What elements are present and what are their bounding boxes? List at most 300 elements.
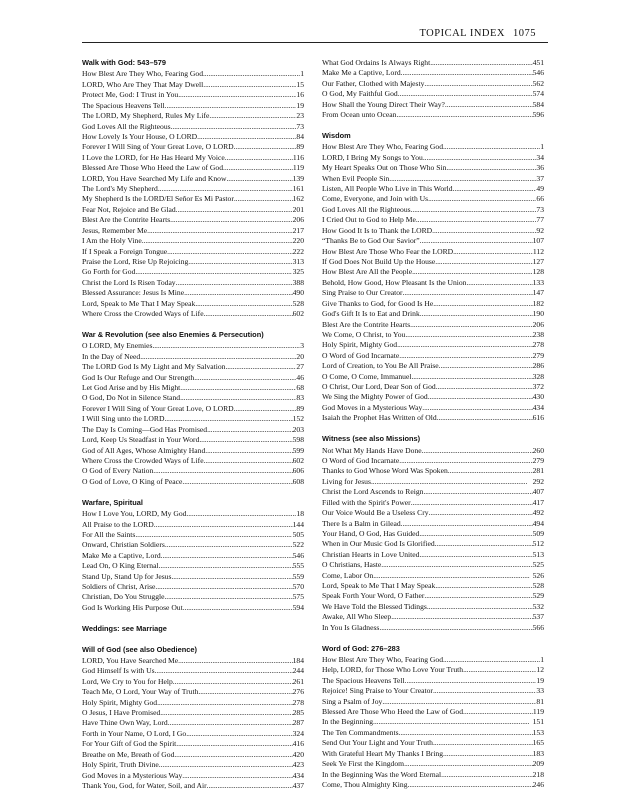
- entry-title: O Jesus, I Have Promised: [82, 708, 161, 718]
- dot-leader: [168, 718, 293, 728]
- index-entry: [82, 530, 304, 540]
- dot-leader: [203, 80, 296, 90]
- dot-leader: [158, 184, 293, 194]
- entry-number: 217: [292, 225, 304, 235]
- dot-leader: [173, 677, 293, 687]
- entry-number: 201: [292, 204, 304, 214]
- entry-number: 16: [296, 90, 304, 100]
- index-entry: [82, 309, 304, 319]
- entry-title: When Evil People Sin: [322, 173, 390, 183]
- dot-leader: [403, 288, 533, 298]
- index-entry: [82, 446, 304, 456]
- dot-leader: [203, 69, 300, 79]
- index-entry: [322, 477, 544, 487]
- entry-number: 83: [296, 393, 304, 403]
- index-entry: [322, 581, 544, 591]
- entry-number: 18: [296, 509, 304, 519]
- index-section: [322, 434, 544, 633]
- entry-number: 147: [532, 288, 544, 298]
- dot-leader: [204, 456, 293, 466]
- dot-leader: [401, 68, 533, 78]
- dot-leader: [445, 100, 533, 110]
- index-entry: [82, 184, 304, 194]
- index-entry: [82, 111, 304, 121]
- entry-number: 165: [532, 738, 544, 748]
- index-entry: [322, 759, 544, 769]
- entry-title: Go Forth for God: [82, 267, 136, 277]
- index-entry: [82, 362, 304, 372]
- index-entry: [82, 698, 304, 708]
- entry-title: Jesus, Remember Me: [82, 225, 148, 235]
- entry-title: Blessed Are Those Who Heed the Law of God: [322, 707, 464, 717]
- dot-leader: [194, 373, 296, 383]
- dot-leader: [420, 236, 533, 246]
- dot-leader: [171, 572, 292, 582]
- entry-title: We Have Told the Blessed Tidings: [322, 601, 427, 611]
- section-heading: Wisdom: [322, 130, 351, 140]
- entry-number: 73: [296, 121, 304, 131]
- entry-title: Soldiers of Christ, Arise: [82, 582, 156, 592]
- entry-number: 218: [532, 769, 544, 779]
- entry-number: 529: [532, 591, 544, 601]
- entry-title: Make Me a Captive, Lord: [322, 68, 401, 78]
- entry-title: The LORD, My Shepherd, Rules My Life: [82, 111, 210, 121]
- dot-leader: [155, 582, 292, 592]
- entry-number: 107: [532, 236, 544, 246]
- dot-leader: [466, 278, 532, 288]
- entry-number: 287: [292, 718, 304, 728]
- entry-title: LORD, I Bring My Songs to You: [322, 152, 423, 162]
- entry-number: 89: [296, 142, 304, 152]
- dot-leader: [432, 226, 536, 236]
- entry-number: 144: [292, 519, 304, 529]
- dot-leader: [381, 560, 532, 570]
- dot-leader: [436, 382, 533, 392]
- dot-leader: [401, 519, 533, 529]
- dot-leader: [234, 142, 297, 152]
- dot-leader: [382, 697, 536, 707]
- dot-leader: [399, 351, 532, 361]
- index-entry: [322, 215, 544, 225]
- entry-title: Come, Labor On: [322, 570, 374, 580]
- entry-number: 127: [532, 256, 544, 266]
- entry-title: Onward, Christian Soldiers: [82, 540, 165, 550]
- index-entry: [322, 686, 544, 696]
- section-heading: Weddings: see Marriage: [82, 623, 167, 633]
- entry-number: 92: [536, 225, 544, 235]
- entry-title: Blessed Assurance: Jesus Is Mine: [82, 288, 185, 298]
- entry-title: For All the Saints: [82, 529, 136, 539]
- entry-title: God Moves in a Mysterious Way: [322, 402, 423, 412]
- entry-number: 594: [292, 602, 304, 612]
- entry-number: 15: [296, 79, 304, 89]
- dot-leader: [419, 529, 532, 539]
- index-entry: [82, 520, 304, 530]
- entry-title: O God, Do Not in Silence Stand: [82, 393, 181, 403]
- dot-leader: [463, 665, 536, 675]
- entry-title: God Himself Is with Us: [82, 666, 155, 676]
- dot-leader: [167, 247, 292, 257]
- entry-number: 37: [536, 173, 544, 183]
- index-entry: [322, 780, 544, 790]
- index-entry: [322, 153, 544, 163]
- entry-title: Christian, Do You Struggle: [82, 592, 165, 602]
- entry-number: 285: [292, 708, 304, 718]
- entry-number: 328: [532, 371, 544, 381]
- dot-leader: [446, 163, 536, 173]
- entry-number: 559: [292, 571, 304, 581]
- entry-title: O God, My Faithful God: [322, 89, 398, 99]
- entry-number: 3: [300, 341, 304, 351]
- entry-title: LORD, You Have Searched Me: [82, 655, 179, 665]
- entry-number: 244: [292, 666, 304, 676]
- index-entry: [322, 529, 544, 539]
- entry-title: Sing a Psalm of Joy: [322, 696, 383, 706]
- index-entry: [82, 122, 304, 132]
- entry-title: My Shepherd Is the LORD/El Señor Es Mi Pastor: [82, 194, 234, 204]
- dot-leader: [448, 466, 533, 476]
- index-entry: [322, 728, 544, 738]
- index-entry: [82, 781, 304, 791]
- entry-number: 286: [532, 361, 544, 371]
- dot-leader: [453, 184, 537, 194]
- entry-number: 434: [532, 402, 544, 412]
- entry-number: 66: [536, 194, 544, 204]
- dot-leader: [443, 142, 540, 152]
- dot-leader: [176, 278, 293, 288]
- entry-title: O LORD, My Enemies: [82, 341, 153, 351]
- entry-title: Forever I Will Sing of Your Great Love, O LORD: [82, 403, 234, 413]
- entry-number: 261: [292, 676, 304, 686]
- entry-number: 33: [536, 686, 544, 696]
- dot-leader: [433, 686, 536, 696]
- entry-number: 133: [532, 277, 544, 287]
- index-entry: [322, 446, 544, 456]
- entry-number: 546: [292, 550, 304, 560]
- index-entry: [82, 278, 304, 288]
- dot-leader: [152, 341, 300, 351]
- index-entry: [322, 571, 544, 581]
- dot-leader: [435, 581, 532, 591]
- entry-title: I Will Sing unto the LORD: [82, 414, 165, 424]
- index-entry: [322, 68, 544, 78]
- entry-title: How Shall the Young Direct Their Way?: [322, 99, 445, 109]
- entry-title: Our Father, Clothed with Majesty: [322, 78, 425, 88]
- dot-leader: [188, 257, 292, 267]
- index-entry: [322, 163, 544, 173]
- entry-title: Blessed Are Those Who Heed the Law of God: [82, 163, 224, 173]
- entry-number: 89: [296, 403, 304, 413]
- index-entry: [82, 435, 304, 445]
- entry-title: God Is Our Refuge and Our Strength: [82, 372, 195, 382]
- entry-title: Stand Up, Stand Up for Jesus: [82, 571, 172, 581]
- entry-title: God's Gift It Is to Eat and Drink: [322, 309, 420, 319]
- dot-leader: [419, 550, 532, 560]
- index-entry: [322, 174, 544, 184]
- entry-number: 278: [532, 340, 544, 350]
- entry-title: How Blest Are They Who, Fearing God: [82, 69, 203, 79]
- entry-title: Teach Me, O Lord, Your Way of Truth: [82, 687, 199, 697]
- entry-number: 532: [532, 601, 544, 611]
- entry-number: 434: [292, 770, 304, 780]
- index-entry: [322, 257, 544, 267]
- header-rule: [82, 42, 548, 43]
- dot-leader: [397, 340, 533, 350]
- entry-number: 522: [292, 540, 304, 550]
- dot-leader: [165, 540, 293, 550]
- entry-number: 68: [296, 383, 304, 393]
- section-heading: Witness (see also Missions): [322, 434, 421, 444]
- entry-title: Where Cross the Crowded Ways of Life: [82, 456, 204, 465]
- entry-title: Lead On, O King Eternal: [82, 561, 159, 571]
- index-entry: [322, 602, 544, 612]
- entry-title: How I Love You, LORD, My God: [82, 509, 187, 519]
- dot-leader: [176, 739, 292, 749]
- index-entry: [322, 299, 544, 309]
- entry-title: When in Our Music God Is Glorified: [322, 539, 435, 549]
- entry-number: 81: [536, 696, 544, 706]
- dot-leader: [234, 194, 293, 204]
- index-section: [82, 624, 304, 634]
- entry-number: 77: [536, 215, 544, 225]
- dot-leader: [411, 498, 533, 508]
- entry-number: 151: [532, 717, 544, 727]
- entry-number: 246: [532, 780, 544, 790]
- index-entry: [82, 247, 304, 257]
- dot-leader: [183, 603, 293, 613]
- index-entry: [322, 267, 544, 277]
- dot-leader: [180, 383, 296, 393]
- entry-title: God of All Ages, Whose Almighty Hand: [82, 445, 206, 455]
- index-entry: [322, 309, 544, 319]
- entry-title: Help, LORD, for Those Who Love Your Truth: [322, 665, 464, 675]
- index-entry: [82, 750, 304, 760]
- entry-number: 420: [292, 749, 304, 759]
- entry-title: How Good It Is to Thank the LORD: [322, 225, 433, 235]
- entry-number: 598: [292, 435, 304, 445]
- entry-number: 278: [292, 697, 304, 707]
- index-entry: [82, 561, 304, 571]
- dot-leader: [207, 425, 293, 435]
- index-entry: [322, 519, 544, 529]
- entry-number: 492: [532, 508, 544, 518]
- entry-title: The LORD God Is My Light and My Salvation: [82, 362, 226, 372]
- index-entry: [82, 425, 304, 435]
- entry-title: Lord, Speak to Me That I May Speak: [82, 298, 196, 308]
- index-section: [82, 58, 304, 320]
- entry-title: Lord, Keep Us Steadfast in Your Word: [82, 435, 200, 445]
- entry-number: 313: [292, 257, 304, 267]
- entry-number: 34: [536, 152, 544, 162]
- dot-leader: [223, 163, 293, 173]
- index-entry: [322, 58, 544, 68]
- entry-title: There Is a Balm in Gilead: [322, 518, 401, 528]
- dot-leader: [433, 738, 533, 748]
- section-heading: Word of God: 276–283: [322, 643, 400, 653]
- dot-leader: [142, 236, 293, 246]
- entry-number: 206: [292, 215, 304, 225]
- entry-title: The Spacious Heavens Tell: [82, 100, 165, 110]
- dot-leader: [135, 267, 292, 277]
- index-entry: [322, 372, 544, 382]
- entry-number: 490: [292, 288, 304, 298]
- entry-number: 119: [532, 707, 544, 717]
- dot-leader: [199, 435, 292, 445]
- dot-leader: [412, 267, 533, 277]
- entry-title: Filled with the Spirit's Power: [322, 497, 411, 507]
- entry-title: O Word of God Incarnate: [322, 455, 400, 465]
- dot-leader: [204, 309, 293, 319]
- dot-leader: [428, 194, 536, 204]
- entry-number: 416: [292, 739, 304, 749]
- entry-number: 152: [292, 414, 304, 424]
- entry-title: God Is Working His Purpose Out: [82, 602, 183, 612]
- entry-number: 546: [532, 68, 544, 78]
- dot-leader: [159, 561, 293, 571]
- entry-number: 49: [536, 184, 544, 194]
- dot-leader: [147, 226, 292, 236]
- entry-number: 562: [532, 78, 544, 88]
- index-entry: [82, 194, 304, 204]
- index-entry: [82, 267, 304, 277]
- index-entry: [322, 100, 544, 110]
- entry-title: Living for Jesus: [322, 476, 371, 486]
- index-entry: [82, 572, 304, 582]
- index-entry: [322, 717, 544, 727]
- entry-title: What God Ordains Is Always Right: [322, 58, 431, 67]
- index-entry: [82, 215, 304, 225]
- left-column: [82, 58, 304, 802]
- entry-number: 128: [532, 267, 544, 277]
- entry-number: 423: [292, 760, 304, 770]
- index-entry: [82, 666, 304, 676]
- entry-title: Christ the Lord Is Risen Today: [82, 277, 176, 287]
- dot-leader: [443, 655, 540, 665]
- dot-leader: [420, 309, 533, 319]
- dot-leader: [410, 320, 532, 330]
- dot-leader: [195, 299, 292, 309]
- entry-title: If God Does Not Build Up the House: [322, 256, 436, 266]
- entry-number: 19: [296, 100, 304, 110]
- dot-leader: [165, 592, 293, 602]
- dot-leader: [184, 288, 293, 298]
- index-entry: [82, 132, 304, 142]
- dot-leader: [205, 446, 292, 456]
- entry-title: Holy Spirit, Mighty God: [82, 697, 158, 707]
- index-entry: [322, 340, 544, 350]
- index-entry: [322, 770, 544, 780]
- entry-number: 602: [292, 456, 304, 465]
- index-entry: [322, 194, 544, 204]
- dot-leader: [373, 571, 532, 581]
- index-entry: [82, 771, 304, 781]
- dot-leader: [171, 122, 297, 132]
- entry-title: Forever I Will Sing of Your Great Love, O LORD: [82, 142, 234, 152]
- dot-leader: [379, 623, 532, 633]
- entry-number: 325: [292, 267, 304, 277]
- entry-title: Behold, How Good, How Pleasant Is the Union: [322, 277, 467, 287]
- dot-leader: [443, 749, 533, 759]
- index-entry: [322, 278, 544, 288]
- index-entry: [82, 393, 304, 403]
- entry-title: Christ the Lord Ascends to Reign: [322, 487, 424, 497]
- entry-title: Lord, Speak to Me That I May Speak: [322, 581, 436, 591]
- entry-number: 183: [532, 748, 544, 758]
- entry-number: 153: [532, 727, 544, 737]
- entry-title: Breathe on Me, Breath of God: [82, 749, 175, 759]
- entry-number: 526: [532, 570, 544, 580]
- entry-number: 513: [532, 549, 544, 559]
- index-entry: [82, 288, 304, 298]
- entry-title: Thanks to God Whose Word Was Spoken: [322, 466, 448, 476]
- entry-title: O Come, O Come, Immanuel: [322, 371, 412, 381]
- dot-leader: [422, 403, 532, 413]
- entry-title: Blest Are the Contrite Hearts: [82, 215, 171, 225]
- dot-leader: [389, 174, 536, 184]
- index-entry: [82, 69, 304, 79]
- section-heading: Warfare, Spiritual: [82, 497, 143, 507]
- entry-number: 494: [532, 518, 544, 528]
- index-entry: [82, 708, 304, 718]
- index-entry: [82, 163, 304, 173]
- running-title: TOPICAL INDEX: [419, 28, 505, 39]
- entry-number: 1: [300, 69, 304, 79]
- entry-number: 324: [292, 728, 304, 738]
- index-entry: [322, 184, 544, 194]
- entry-number: 575: [292, 592, 304, 602]
- dot-leader: [182, 771, 292, 781]
- entry-number: 512: [532, 539, 544, 549]
- index-entry: [82, 257, 304, 267]
- entry-title: Awake, All Who Sleep: [322, 612, 392, 622]
- entry-number: 528: [292, 298, 304, 308]
- entry-number: 139: [292, 173, 304, 183]
- dot-leader: [441, 770, 532, 780]
- entry-number: 292: [532, 476, 544, 486]
- dot-leader: [198, 687, 292, 697]
- page-number: 1075: [513, 28, 536, 39]
- entry-number: 570: [292, 582, 304, 592]
- entry-title: Protect Me, God: I Trust in You: [82, 90, 179, 100]
- entry-title: Come, Everyone, and Join with Us: [322, 194, 429, 204]
- entry-number: 116: [292, 152, 304, 162]
- entry-title: O Word of God Incarnate: [322, 350, 400, 360]
- dot-leader: [423, 487, 532, 497]
- dot-leader: [140, 352, 296, 362]
- entry-number: 203: [292, 424, 304, 434]
- index-entry: [82, 341, 304, 351]
- index-section: [82, 330, 304, 487]
- index-entry: [82, 205, 304, 215]
- entry-number: 372: [532, 382, 544, 392]
- index-entry: [82, 153, 304, 163]
- entry-title: How Blest Are They Who, Fearing God: [322, 654, 443, 664]
- dot-leader: [404, 759, 533, 769]
- index-entry: [82, 687, 304, 697]
- index-entry: [82, 226, 304, 236]
- entry-number: 537: [532, 612, 544, 622]
- index-entry: [322, 89, 544, 99]
- index-entry: [322, 403, 544, 413]
- entry-title: I Cried Out to God to Help Me: [322, 215, 416, 225]
- entry-number: 555: [292, 561, 304, 571]
- index-entry: [82, 760, 304, 770]
- entry-title: Isaiah the Prophet Has Written of Old: [322, 413, 437, 423]
- entry-number: 260: [532, 445, 544, 455]
- index-entry: [82, 509, 304, 519]
- entry-title: We Come, O Christ, to You: [322, 329, 406, 339]
- entry-title: God Loves All the Righteous: [322, 204, 411, 214]
